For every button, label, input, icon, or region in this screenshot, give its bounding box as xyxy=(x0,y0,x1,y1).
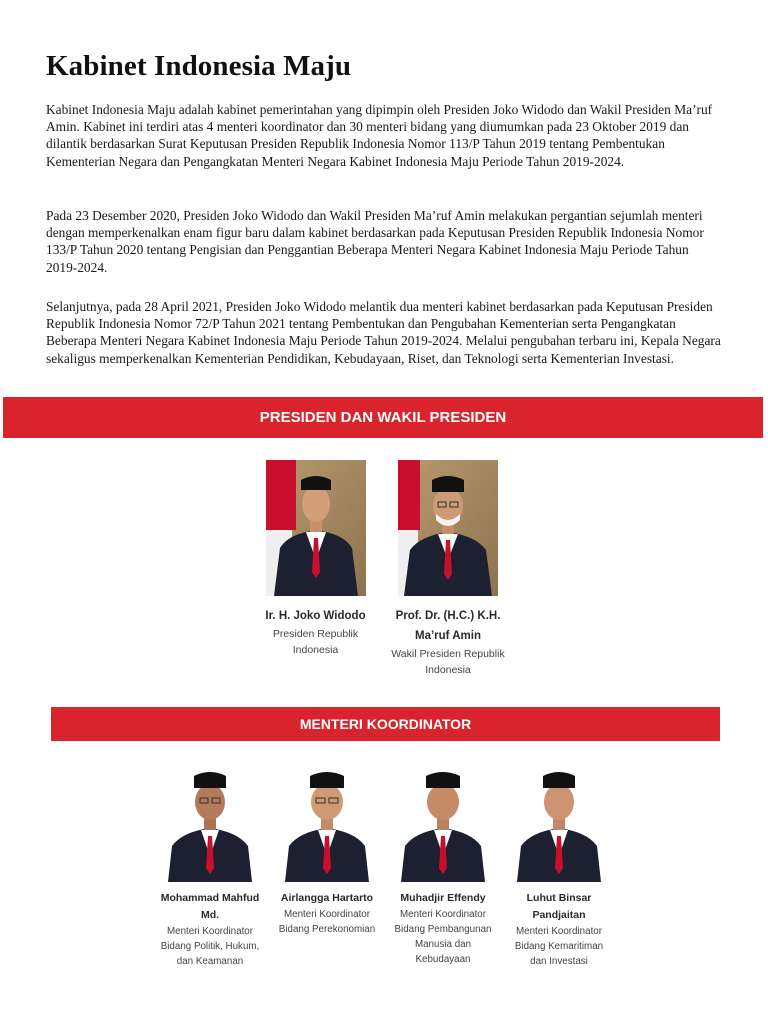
minister-card xyxy=(509,760,609,969)
portrait-photo-president xyxy=(266,460,366,596)
portrait-photo-minister xyxy=(283,760,371,882)
leader-name: Ir. H. Joko Widodo xyxy=(265,610,366,622)
section-banner-president: PRESIDEN DAN WAKIL PRESIDEN xyxy=(3,397,763,438)
minister-role: Menteri Koordinator Bidang Pembangunan Manusia dan Kebudayaan xyxy=(394,909,492,965)
leader-card-president xyxy=(258,460,373,658)
minister-card xyxy=(393,760,493,967)
leader-role: Presiden Republik Indonesia xyxy=(272,628,359,656)
minister-card xyxy=(277,760,377,937)
minister-card xyxy=(160,760,260,969)
minister-role: Menteri Koordinator Bidang Perekonomian xyxy=(278,909,376,935)
paragraph-reshuffle-2021: Selanjutnya, pada 28 April 2021, Presiden Joko Widodo melantik dua menteri kabinet berdasarkan pada Keputusan Presiden Republik Indonesia Nomor 72/P Tahun 2021 tentang Pembentukan dan Pengubahan Kementerian serta Pengangkatan Beberapa Menteri Negara Kabinet Indonesia Maju Periode Tahun 2019-2024. Melalui pengubahan terbaru ini, Kepala Negara sekaligus memperkenalkan Kementerian Pendidikan, Kebudayaan, Riset, dan Teknologi serta Kementerian Investasi. xyxy=(46,299,721,366)
portrait-photo-minister xyxy=(399,760,487,882)
paragraph-reshuffle-2020: Pada 23 Desember 2020, Presiden Joko Widodo dan Wakil Presiden Ma’ruf Amin melakukan pergantian sejumlah menteri dengan memperkenalkan enam figur baru dalam kabinet berdasarkan pada Keputusan Presiden Republik Indonesia Nomor 133/P Tahun 2020 tentang Pengisian dan Penggantian Beberapa Menteri Negara Kabinet Indonesia Maju Periode Tahun 2019-2024. xyxy=(46,208,704,275)
minister-name: Muhadjir Effendy xyxy=(400,892,486,904)
leader-card-vice-president xyxy=(388,460,508,678)
leader-role: Wakil Presiden Republik Indonesia xyxy=(391,648,505,676)
portrait-photo-minister xyxy=(515,760,603,882)
portrait-photo-vice-president xyxy=(398,460,498,596)
portrait-photo-minister xyxy=(166,760,254,882)
minister-name: Luhut Binsar Pandjaitan xyxy=(526,892,592,921)
minister-name: Airlangga Hartarto xyxy=(280,892,374,904)
paragraph-intro: Kabinet Indonesia Maju adalah kabinet pemerintahan yang dipimpin oleh Presiden Joko Widodo dan Wakil Presiden Ma’ruf Amin. Kabinet ini terdiri atas 4 menteri koordinator dan 30 menteri bidang yang diumumkan pada 23 Oktober 2019 dan dilantik berdasarkan Surat Keputusan Presiden Republik Indonesia Nomor 113/P Tahun 2019 tentang Pembentukan Kementerian Negara dan Pengangkatan Menteri Negara Kabinet Indonesia Maju Periode Tahun 2019-2024. xyxy=(46,102,713,169)
minister-role: Menteri Koordinator Bidang Politik, Hukum, dan Keamanan xyxy=(160,926,260,967)
page-title: Kabinet Indonesia Maju xyxy=(46,50,352,82)
section-banner-coordinators: MENTERI KOORDINATOR xyxy=(51,707,720,741)
leader-name: Prof. Dr. (H.C.) K.H. Ma’ruf Amin xyxy=(395,610,501,642)
minister-name: Mohammad Mahfud Md. xyxy=(160,892,260,921)
minister-role: Menteri Koordinator Bidang Kemaritiman dan Investasi xyxy=(514,926,604,967)
